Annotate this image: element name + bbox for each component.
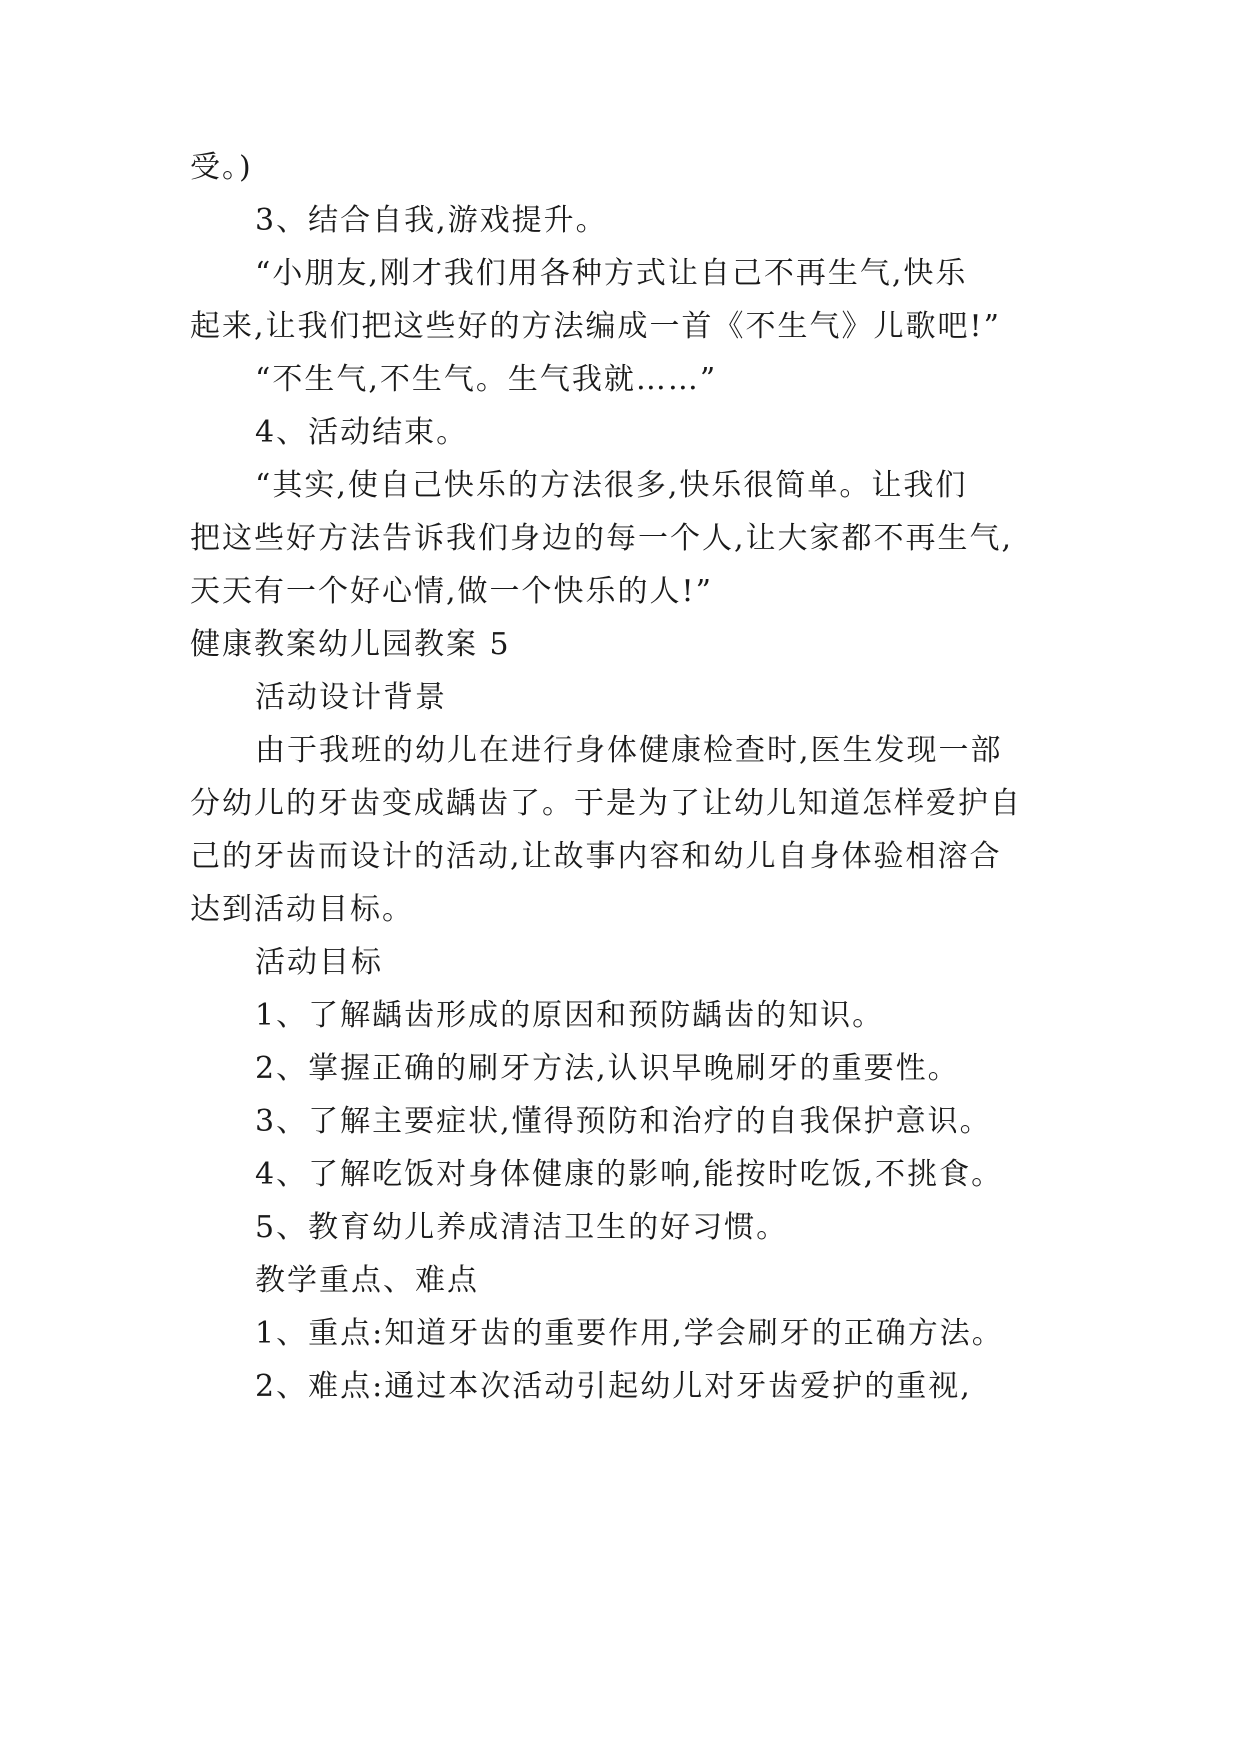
list-item: 3、了解主要症状,懂得预防和治疗的自我保护意识。 bbox=[255, 1104, 992, 1139]
text-line: 起来,让我们把这些好的方法编成一首《不生气》儿歌吧!” bbox=[190, 309, 1001, 344]
text-line: “小朋友,刚才我们用各种方式让自己不再生气,快乐 bbox=[255, 256, 968, 291]
subsection-heading: 教学重点、难点 bbox=[255, 1263, 479, 1298]
list-item: 1、了解龋齿形成的原因和预防龋齿的知识。 bbox=[255, 998, 885, 1033]
text-line: 受。) bbox=[190, 150, 253, 185]
text-line: “其实,使自己快乐的方法很多,快乐很简单。让我们 bbox=[255, 468, 968, 503]
text-line: 由于我班的幼儿在进行身体健康检查时,医生发现一部 bbox=[255, 733, 1003, 768]
text-line: 3、结合自我,游戏提升。 bbox=[255, 203, 608, 238]
text-line: 己的牙齿而设计的活动,让故事内容和幼儿自身体验相溶合 bbox=[190, 839, 1002, 874]
subsection-heading: 活动目标 bbox=[255, 945, 383, 980]
section-heading: 健康教案幼儿园教案 5 bbox=[190, 627, 511, 662]
list-item: 5、教育幼儿养成清洁卫生的好习惯。 bbox=[255, 1210, 789, 1245]
text-line: 天天有一个好心情,做一个快乐的人!” bbox=[190, 574, 713, 609]
list-item: 1、重点:知道牙齿的重要作用,学会刷牙的正确方法。 bbox=[255, 1316, 1004, 1351]
text-line: 把这些好方法告诉我们身边的每一个人,让大家都不再生气, bbox=[190, 521, 1014, 556]
list-item: 2、难点:通过本次活动引起幼儿对牙齿爱护的重视, bbox=[255, 1369, 972, 1404]
list-item: 4、了解吃饭对身体健康的影响,能按时吃饭,不挑食。 bbox=[255, 1157, 1004, 1192]
list-item: 2、掌握正确的刷牙方法,认识早晚刷牙的重要性。 bbox=[255, 1051, 960, 1086]
text-line: 4、活动结束。 bbox=[255, 415, 469, 450]
subsection-heading: 活动设计背景 bbox=[255, 680, 447, 715]
text-line: “不生气,不生气。生气我就……” bbox=[255, 362, 718, 397]
text-line: 达到活动目标。 bbox=[190, 892, 414, 927]
text-line: 分幼儿的牙齿变成龋齿了。于是为了让幼儿知道怎样爱护自 bbox=[190, 786, 1022, 821]
